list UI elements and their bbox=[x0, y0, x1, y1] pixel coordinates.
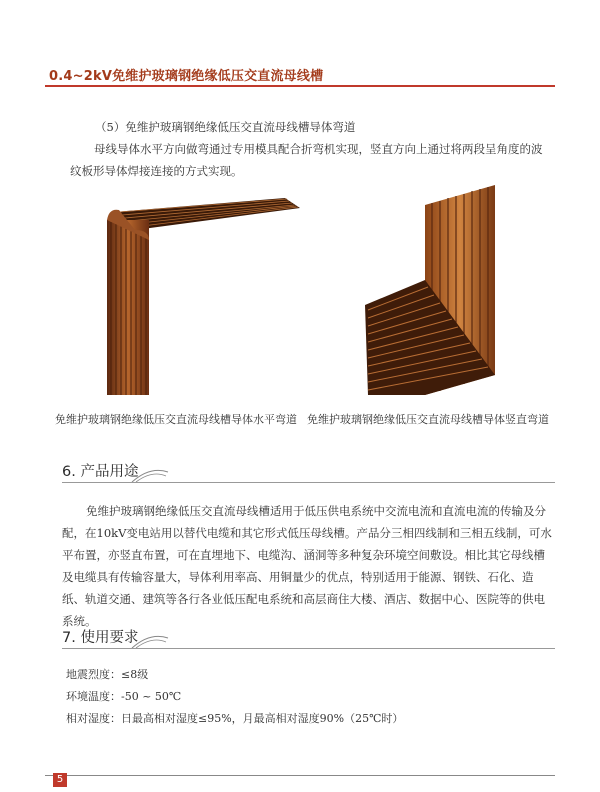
requirement-temperature: 环境温度：-50 ~ 50℃ bbox=[66, 690, 182, 703]
section7-heading: 7. 使用要求 bbox=[62, 630, 139, 646]
bend-body: 母线导体水平方向做弯通过专用模具配合折弯机实现，竖直方向上通过将两段呈角度的波纹板形导体焊接连接的方式实现。 bbox=[70, 142, 543, 178]
requirement-humidity: 相对湿度：日最高相对湿度≤95%，月最高相对湿度90%（25℃时） bbox=[66, 712, 404, 725]
caption-horizontal-bend: 免维护玻璃钢绝缘低压交直流母线槽导体水平弯道 bbox=[55, 413, 297, 426]
vertical-bend-figure bbox=[360, 185, 510, 405]
section7-rule bbox=[62, 648, 555, 649]
bend-subtitle: （5）免维护玻璃钢绝缘低压交直流母线槽导体弯道 bbox=[95, 120, 356, 134]
horizontal-bend-figure bbox=[95, 190, 305, 400]
section6-heading: 6. 产品用途 bbox=[62, 464, 139, 480]
caption-vertical-bend: 免维护玻璃钢绝缘低压交直流母线槽导体竖直弯道 bbox=[307, 413, 549, 426]
section6-body: 免维护玻璃钢绝缘低压交直流母线槽适用于低压供电系统中交流电流和直流电流的传输及分配，在10kV变电站用以替代电缆和其它形式低压母线槽。产品分三相四线制和三相五线制，可水平布置，亦竖直布置，可在直埋地下、电缆沟、涵洞等多种复杂环境空间敷设。相比其它母线槽及电缆具有传输容量大，导体利用率高、用铜量少的优点，特别适用于能源、钢铁、石化、造纸、轨道交通、建筑等各行各业低压配电系统和高层商住大楼、酒店、数据中心、医院等的供电系统。 bbox=[62, 504, 552, 628]
section6-rule bbox=[62, 482, 555, 483]
header-rule bbox=[45, 85, 555, 87]
page-number: 5 bbox=[53, 773, 67, 787]
footer-rule bbox=[45, 775, 555, 776]
section6-swoosh bbox=[130, 464, 170, 484]
requirement-seismic: 地震烈度：≤8级 bbox=[66, 668, 149, 681]
section7-swoosh bbox=[130, 630, 170, 650]
header-title: 0.4~2kV免维护玻璃钢绝缘低压交直流母线槽 bbox=[49, 69, 324, 84]
